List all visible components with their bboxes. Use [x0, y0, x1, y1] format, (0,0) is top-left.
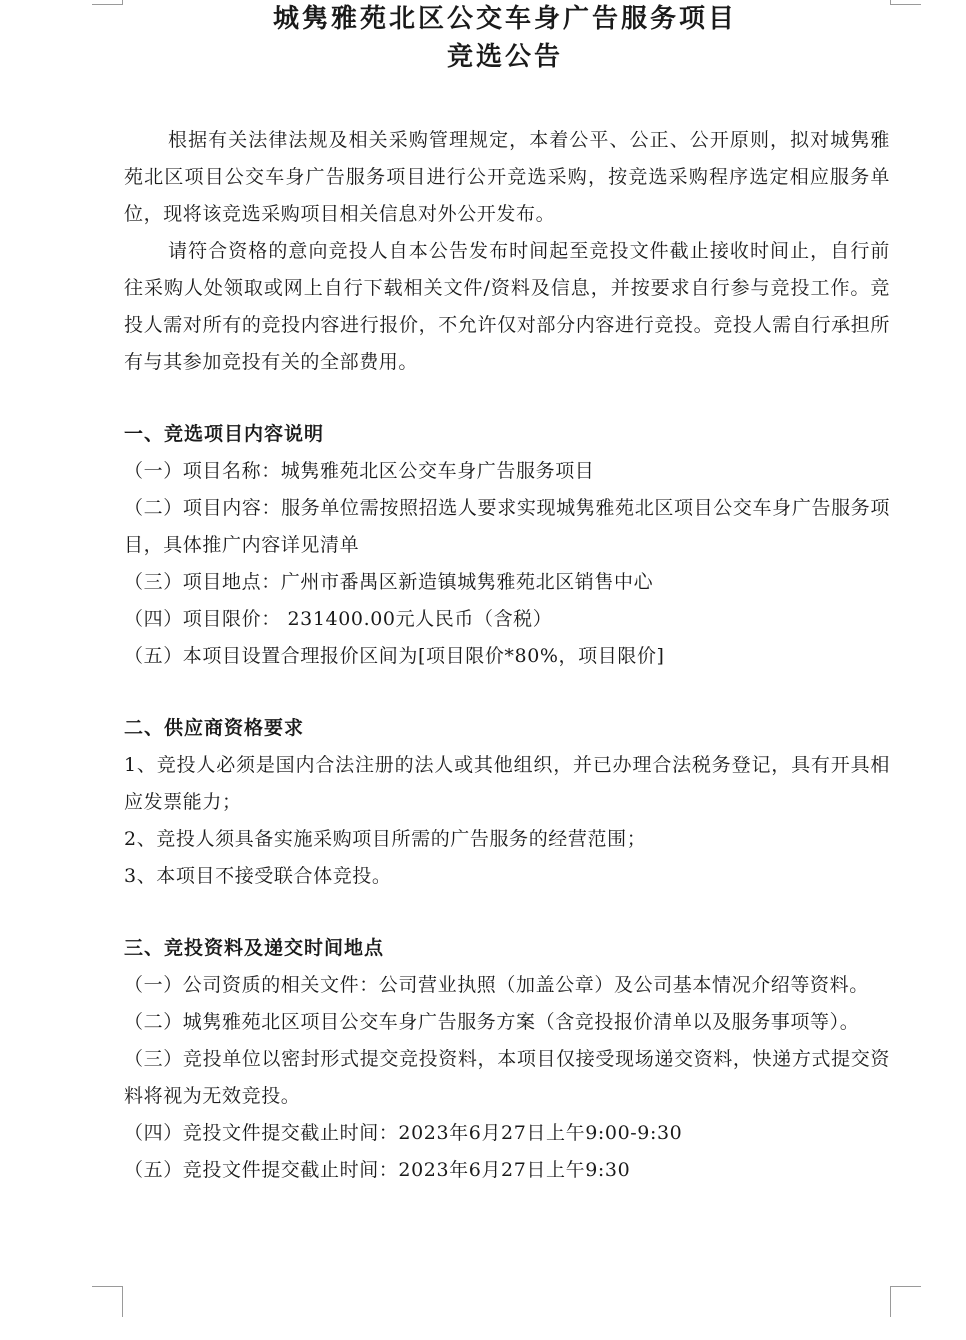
list-item: （五）本项目设置合理报价区间为[项目限价*80%，项目限价]: [124, 645, 665, 667]
list-item: （五）竞投文件提交截止时间：2023年6月27日上午9:30: [124, 1159, 631, 1181]
document-title: 城隽雅苑北区公交车身广告服务项目: [272, 4, 737, 34]
list-item: 1、竞投人必须是国内合法注册的法人或其他组织，并已办理合法税务登记，具有开具相应发票能力；: [124, 754, 890, 813]
list-item: （一）项目名称：城隽雅苑北区公交车身广告服务项目: [124, 460, 595, 482]
section-heading-qualification: 二、供应商资格要求: [124, 717, 305, 739]
list-item: （一）公司资质的相关文件：公司营业执照（加盖公章）及公司基本情况介绍等资料。: [124, 974, 869, 996]
list-item: （四）竞投文件提交截止时间：2023年6月27日上午9:00-9:30: [124, 1122, 683, 1144]
list-item: （四）项目限价： 231400.00元人民币（含税）: [124, 608, 553, 630]
document-subtitle: 竞选公告: [446, 42, 563, 72]
list-item: （二）城隽雅苑北区项目公交车身广告服务方案（含竞投报价清单以及服务事项等）。: [124, 1011, 860, 1033]
document-body: [124, 122, 890, 1189]
list-item: （二）项目内容：服务单位需按照招选人要求实现城隽雅苑北区项目公交车身广告服务项目，具体推广内容详见清单: [124, 497, 890, 556]
list-item: 3、本项目不接受联合体竞投。: [124, 865, 392, 887]
list-item: （三）竞投单位以密封形式提交竞投资料，本项目仅接受现场递交资料，快递方式提交资料将视为无效竞投。: [124, 1048, 890, 1107]
intro-paragraph-1: 根据有关法律法规及相关采购管理规定，本着公平、公正、公开原则，拟对城隽雅苑北区项目公交车身广告服务项目进行公开竞选采购，按竞选采购程序选定相应服务单位，现将该竞选采购项目相关信息对外公开发布。: [124, 129, 890, 225]
list-item: （三）项目地点：广州市番禺区新造镇城隽雅苑北区销售中心: [124, 571, 654, 593]
page-corner-mark-bottom-left: [92, 1286, 123, 1317]
page-corner-mark-bottom-right: [890, 1286, 921, 1317]
list-item: 2、竞投人须具备实施采购项目所需的广告服务的经营范围；: [124, 828, 647, 850]
section-heading-project: 一、竞选项目内容说明: [124, 423, 325, 445]
section-heading-submission: 三、竞投资料及递交时间地点: [124, 937, 385, 959]
intro-paragraph-2: 请符合资格的意向竞投人自本公告发布时间起至竞投文件截止接收时间止，自行前往采购人处领取或网上自行下载相关文件/资料及信息，并按要求自行参与竞投工作。竞投人需对所有的竞投内容进行报价，不允许仅对部分内容进行竞投。竞投人需自行承担所有与其参加竞投有关的全部费用。: [124, 240, 890, 373]
